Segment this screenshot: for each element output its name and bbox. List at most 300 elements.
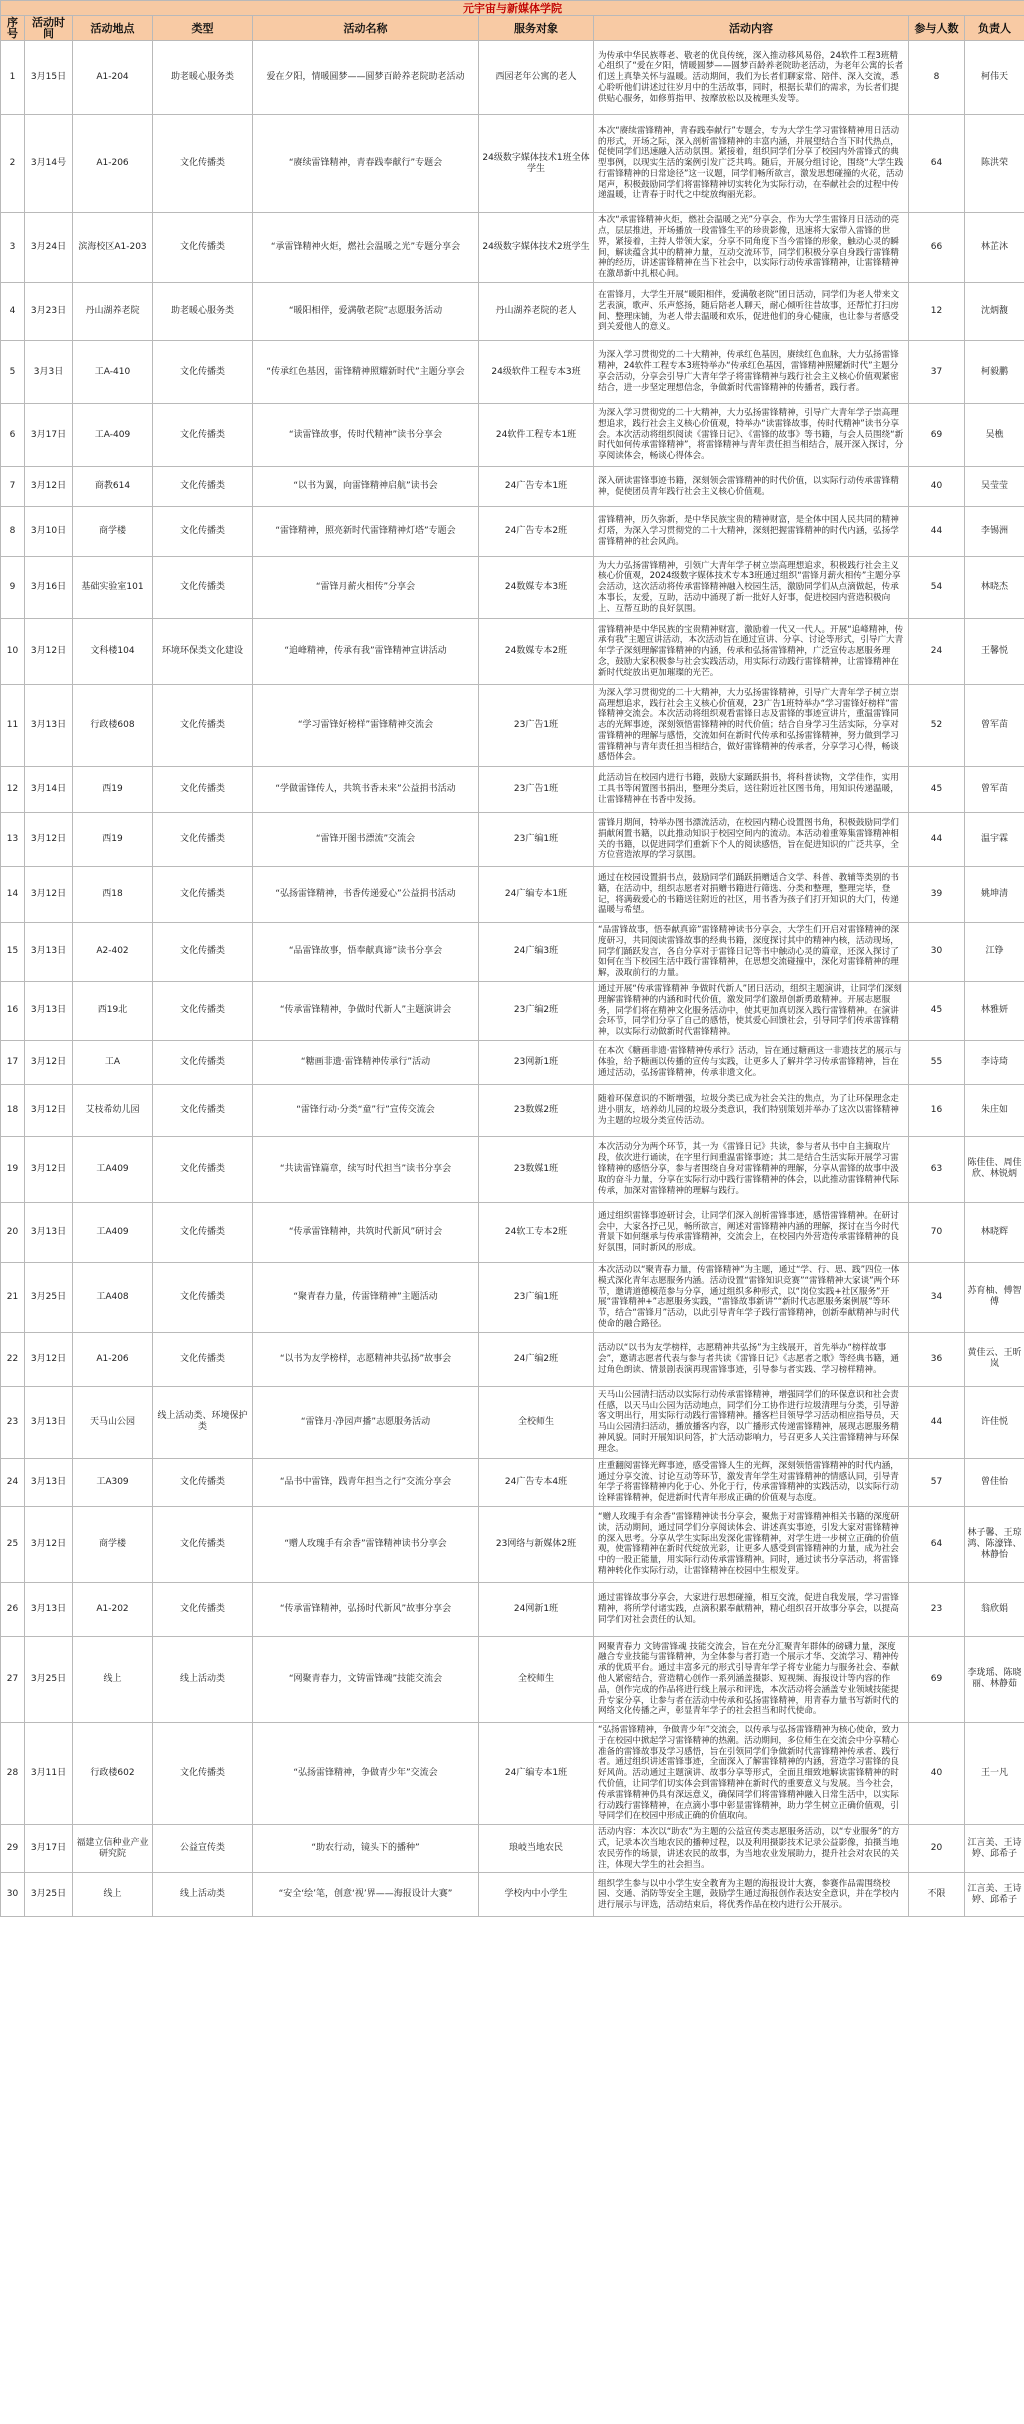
- cell-seq: 29: [1, 1825, 25, 1873]
- cell-date: 3月12日: [25, 1084, 73, 1136]
- cell-target: 24级软件工程专本3班: [479, 341, 594, 404]
- cell-date: 3月13日: [25, 1458, 73, 1506]
- table-row: [1, 1040, 1024, 1084]
- table-row: [1, 1262, 1024, 1332]
- cell-name: “学习雷锋好榜样”雷锋精神交流会: [253, 685, 479, 767]
- cell-type: 文化传播类: [153, 1582, 253, 1636]
- cell-content: 通过组织雷锋事迹研讨会，让同学们深入剖析雷锋事迹，感悟雷锋精神。在研讨会中，大家各抒己见，畅所欲言，阐述对雷锋精神内涵的理解，探讨在当今时代背景下如何继承与传承雷锋精神，交流会上，在校园内外营造传承雷锋精神的良好氛围，同时新风的形成。: [594, 1202, 909, 1262]
- cell-place: 丹山湖养老院: [73, 283, 153, 341]
- cell-place: A1-206: [73, 115, 153, 213]
- table-row: [1, 813, 1024, 867]
- cell-content: 本次活动以“聚青春力量，传雷锋精神”为主题，通过“学、行、思、践”四位一体模式深化青年志愿服务内涵。活动设置“雷锋知识竞赛”“雷锋精神大家谈”两个环节，邀请道德模范参与分享，通过组织多种形式，以“岗位实践+社区服务”开展“雷锋精神+”志愿服务实践，“雷锋故事新讲”“新时代志愿服务案例展”等环节，结合“雷锋月”活动，以此引导青年学子践行雷锋精神，创新奉献精神与时代使命的融合路径。: [594, 1262, 909, 1332]
- cell-name: “雷锋开图书漂流”交流会: [253, 813, 479, 867]
- cell-name: “暖阳相伴，爱满敬老院”志愿服务活动: [253, 283, 479, 341]
- cell-type: 文化传播类: [153, 1506, 253, 1582]
- cell-count: 66: [909, 213, 965, 283]
- cell-name: “共读雷锋篇章，续写时代担当”读书分享会: [253, 1136, 479, 1202]
- cell-content: 为大力弘扬雷锋精神，引领广大青年学子树立崇高理想追求，积极践行社会主义核心价值观，2024级数字媒体技术专本3班通过组织“雷锋月薪火相传”主题分享会活动，这次活动将传承雷锋精神融入校园生活，激励同学们从点滴做起，传承本事长，友爱，互助，活动中涌现了新一批好人好事，促进校园内营造积极向上、互帮互助的良好氛围。: [594, 557, 909, 619]
- cell-date: 3月14日: [25, 767, 73, 813]
- table-row: [1, 685, 1024, 767]
- cell-content: 深入研读雷锋事迹书籍，深刻领会雷锋精神的时代价值，以实际行动传承雷锋精神，促使团员青年践行社会主义核心价值观。: [594, 467, 909, 507]
- cell-seq: 6: [1, 404, 25, 467]
- cell-date: 3月12日: [25, 1506, 73, 1582]
- cell-count: 20: [909, 1825, 965, 1873]
- cell-type: 文化传播类: [153, 767, 253, 813]
- cell-place: 滨海校区A1-203: [73, 213, 153, 283]
- cell-place: 行政楼608: [73, 685, 153, 767]
- cell-name: “承雷锋精神火炬，燃社会温暖之光”专题分享会: [253, 213, 479, 283]
- cell-count: 64: [909, 1506, 965, 1582]
- header-seq: 序号: [1, 16, 25, 41]
- cell-type: 文化传播类: [153, 213, 253, 283]
- cell-leader: 林芷沐: [965, 213, 1024, 283]
- cell-leader: 朱庄如: [965, 1084, 1024, 1136]
- cell-name: “以书为翼，向雷锋精神启航”读书会: [253, 467, 479, 507]
- cell-seq: 20: [1, 1202, 25, 1262]
- cell-count: 57: [909, 1458, 965, 1506]
- cell-content: 雷锋精神是中华民族的宝贵精神财富，激励着一代又一代人。开展“追峰精神，传承有我”主题宣讲活动，本次活动旨在通过宣讲、分享、讨论等形式，引导广大青年学子深刻理解雷锋精神的内涵，传承和弘扬雷锋精神，广泛宣传志愿服务理念，鼓励大家积极参与社会实践活动，用实际行动践行雷锋精神，让雷锋精神在新时代绽放出更加璀璨的光芒。: [594, 619, 909, 685]
- table-row: [1, 1506, 1024, 1582]
- cell-leader: 许佳悦: [965, 1386, 1024, 1458]
- cell-content: 为传承中华民族尊老、敬老的优良传统，深入推动移风易俗，24软件工程3班精心组织了“爱在夕阳，情暖圆梦——圆梦百龄养老院助老活动，为老年公寓的长者们送上真挚关怀与温暖。活动期间，我们为长者们聊家常、陪伴、深入交流，悉心聆听他们讲述过往岁月中的生活故事，同时，根据长辈们的需求，为长者们提供贴心服务，如修剪指甲、按摩放松以及梳理头发等。: [594, 41, 909, 115]
- cell-target: 24数媒专本3班: [479, 557, 594, 619]
- cell-place: 工A409: [73, 1136, 153, 1202]
- cell-leader: 曾军苗: [965, 685, 1024, 767]
- cell-date: 3月12日: [25, 813, 73, 867]
- cell-type: 文化传播类: [153, 341, 253, 404]
- cell-date: 3月13日: [25, 1202, 73, 1262]
- cell-place: 西18: [73, 867, 153, 923]
- cell-target: 24级数字媒体技术2班学生: [479, 213, 594, 283]
- table-row: [1, 557, 1024, 619]
- cell-name: “弘扬雷锋精神，书香传递爱心”公益捐书活动: [253, 867, 479, 923]
- cell-count: 45: [909, 981, 965, 1040]
- table-row: [1, 283, 1024, 341]
- cell-target: 23广告1班: [479, 685, 594, 767]
- cell-count: 44: [909, 813, 965, 867]
- cell-target: 23广编1班: [479, 1262, 594, 1332]
- cell-seq: 23: [1, 1386, 25, 1458]
- cell-seq: 10: [1, 619, 25, 685]
- cell-name: “糖画非遗·雷锋精神传承行”活动: [253, 1040, 479, 1084]
- cell-seq: 22: [1, 1332, 25, 1386]
- cell-date: 3月24日: [25, 213, 73, 283]
- cell-name: “传承红色基因，雷锋精神照耀新时代”主题分享会: [253, 341, 479, 404]
- cell-leader: 陈佳佳、周佳欣、林锐炳: [965, 1136, 1024, 1202]
- cell-seq: 9: [1, 557, 25, 619]
- table-row: [1, 981, 1024, 1040]
- cell-content: 本次“承雷锋精神火炬，燃社会温暖之光”分享会，作为大学生雷锋月日活动的亮点，层层推进，开场播放一段雷锋生平的珍贵影像，迅速将大家带入雷锋的世界，紧接着，主持人带领大家，分享不同角度下当今雷锋的形象，触动心灵的瞬间，解读蕴含其中的精神力量，互动交流环节，同学们积极分享自身践行雷锋精神的经历，讲述雷锋精神在当下社会中，以实际行动传承雷锋精神，让雷锋精神在激昂新中扎根心间。: [594, 213, 909, 283]
- cell-seq: 17: [1, 1040, 25, 1084]
- cell-place: 工A409: [73, 1202, 153, 1262]
- cell-target: 全校师生: [479, 1386, 594, 1458]
- cell-content: 本次“赓续雷锋精神，青春践奉献行”专题会，专为大学生学习雷锋精神用日活动的形式，开场之际，深入剖析雷锋精神的丰富内涵，并展望结合当下时代热点，促使同学们迅速融入活动氛围。紧接着，组织同学们分享了校园内外雷锋式的典型事例，以现实生活的案例引发广泛共鸣。随后，开展分组讨论，围绕“大学生践行雷锋精神的日常途径”这一议题，同学们畅所欲言，激发思想碰撞的火花，活动尾声，积极鼓励同学们将雷锋精神切实转化为实际行动，在奉献社会的过程中传递温暖，让青春于时代之中绽放绚丽光彩。: [594, 115, 909, 213]
- cell-leader: 江言美、王诗婷、邱希子: [965, 1825, 1024, 1873]
- cell-seq: 8: [1, 507, 25, 557]
- cell-place: A1-206: [73, 1332, 153, 1386]
- table-row: [1, 867, 1024, 923]
- cell-content: “弘扬雷锋精神，争做青少年”交流会，以传承与弘扬雷锋精神为核心使命，致力于在校园中掀起学习雷锋精神的热潮。活动期间，多位师生在交流会中分享精心准备的雷锋故事及学习感悟，旨在引领同学们争做新时代雷锋精神传承者、践行者。通过组织讲述雷锋事迹，全面深入了解雷锋精神的内涵，营造学习雷锋的良好风尚。活动通过主题演讲、故事分享等形式，全面且细致地解读雷锋精神的时代价值，让同学们切实体会到雷锋精神在新时代的重要意义与发展。当今社会，传承雷锋精神仍具有深远意义，确保同学们将雷锋精神融入日常生活中，以实际行动践行雷锋精神，在点滴小事中彰显雷锋精神，助力学生树立正确价值观，引导同学们在校园中形成正确的价值取向。: [594, 1722, 909, 1824]
- cell-place: 西19: [73, 813, 153, 867]
- cell-place: 行政楼602: [73, 1722, 153, 1824]
- cell-date: 3月13日: [25, 1582, 73, 1636]
- table-row: [1, 1332, 1024, 1386]
- cell-count: 55: [909, 1040, 965, 1084]
- cell-seq: 12: [1, 767, 25, 813]
- cell-type: 文化传播类: [153, 1262, 253, 1332]
- cell-target: 24广告专本2班: [479, 507, 594, 557]
- cell-count: 39: [909, 867, 965, 923]
- cell-target: 23数媒2班: [479, 1084, 594, 1136]
- cell-content: 随着环保意识的不断增强，垃圾分类已成为社会关注的焦点，为了让环保理念走进小朋友，培养幼儿园的垃圾分类意识，我们特别策划并举办了这次以雷锋精神为主题的垃圾分类宣传活动。: [594, 1084, 909, 1136]
- cell-name: “传承雷锋精神，弘扬时代新风”故事分享会: [253, 1582, 479, 1636]
- cell-content: 活动内容：本次以“助农”为主题的公益宣传类志愿服务活动，以“专业服务”的方式，记录本次当地农民的播种过程，以及利用摄影技术记录公益影像，拍摄当地农民劳作的场景，讲述农民的故事，为当地农业发展助力，提升社会对农民的关注，体现大学生的社会担当。: [594, 1825, 909, 1873]
- cell-leader: 姚坤清: [965, 867, 1024, 923]
- cell-date: 3月25日: [25, 1873, 73, 1917]
- table-row: [1, 1458, 1024, 1506]
- cell-place: 西19北: [73, 981, 153, 1040]
- cell-target: 丹山湖养老院的老人: [479, 283, 594, 341]
- cell-target: 24广告专本4班: [479, 1458, 594, 1506]
- cell-count: 70: [909, 1202, 965, 1262]
- cell-leader: 沈炳馥: [965, 283, 1024, 341]
- cell-type: 文化传播类: [153, 923, 253, 982]
- cell-type: 文化传播类: [153, 1202, 253, 1262]
- cell-leader: 柯毅鹏: [965, 341, 1024, 404]
- header-target: 服务对象: [479, 16, 594, 41]
- cell-content: “赠人玫瑰手有余香”雷锋精神读书分享会，聚焦于对雷锋精神相关书籍的深度研读，活动期间，通过同学们分享阅读体会、讲述真实事迹，引发大家对雷锋精神的深入思考。分享从学生实际出发深化雷锋精神，对学生进一步树立正确的价值观，使雷锋精神在新时代绽放光彩，让更多人感受到雷锋精神的力量，成为社会中的一股正能量，用实际行动传承雷锋精神。同时，通过读书分享活动，将雷锋精神转化作实际行动，让雷锋精神在校园中生根发芽。: [594, 1506, 909, 1582]
- cell-target: 西园老年公寓的老人: [479, 41, 594, 115]
- cell-type: 文化传播类: [153, 813, 253, 867]
- cell-leader: 李诗琦: [965, 1040, 1024, 1084]
- cell-type: 公益宣传类: [153, 1825, 253, 1873]
- cell-content: 为深入学习贯彻党的二十大精神，大力弘扬雷锋精神，引导广大青年学子树立崇高理想追求，践行社会主义核心价值观，23广告1班特举办“学习雷锋好榜样”雷锋精神交流会。本次活动将组织观看雷锋日志及雷锋的事迹宣讲片，重温雷锋同志的光辉事迹，深刻领悟雷锋精神的时代价值；结合自身学习生活实际，分享对雷锋精神的理解与感悟，交流如何在新时代传承和弘扬雷锋精神，努力做到学习雷锋精神与青年责任担当相结合，做好雷锋精神的传承者，分享学习心得，畅谈感悟体会。: [594, 685, 909, 767]
- cell-target: 24软件工程专本1班: [479, 404, 594, 467]
- cell-seq: 21: [1, 1262, 25, 1332]
- cell-seq: 19: [1, 1136, 25, 1202]
- cell-date: 3月13日: [25, 685, 73, 767]
- cell-type: 线上活动类: [153, 1636, 253, 1722]
- cell-count: 23: [909, 1582, 965, 1636]
- cell-place: A2-402: [73, 923, 153, 982]
- cell-leader: 柯伟天: [965, 41, 1024, 115]
- cell-content: 为深入学习贯彻党的二十大精神，传承红色基因，赓续红色血脉，大力弘扬雷锋精神，24软件工程专本3班特举办“传承红色基因，雷锋精神照耀新时代”主题分享会活动，分享会引导广大青年学子将雷锋精神与践行社会主义核心价值观紧密结合，进一步坚定理想信念，争做新时代雷锋精神的传播者，践行者。: [594, 341, 909, 404]
- cell-seq: 5: [1, 341, 25, 404]
- cell-seq: 28: [1, 1722, 25, 1824]
- table-row: [1, 1825, 1024, 1873]
- cell-date: 3月11日: [25, 1722, 73, 1824]
- cell-leader: 王一凡: [965, 1722, 1024, 1824]
- cell-seq: 1: [1, 41, 25, 115]
- cell-content: 庄重翻阅雷锋光辉事迹，感受雷锋人生的光辉，深刻领悟雷锋精神的时代内涵，通过分享交流、讨论互动等环节，激发青年学生对雷锋精神的情感认同，引导青年学子将雷锋精神内化于心、外化于行，传承雷锋精神的实践活动，以实际行动诠释雷锋精神，促进新时代青年形成正确的价值观与态度。: [594, 1458, 909, 1506]
- sheet-title: 元宇宙与新媒体学院: [1, 1, 1024, 16]
- table-row: [1, 1582, 1024, 1636]
- cell-seq: 18: [1, 1084, 25, 1136]
- header-content: 活动内容: [594, 16, 909, 41]
- cell-count: 30: [909, 923, 965, 982]
- cell-content: 在本次《糖画非遗·雷锋精神传承行》活动，旨在通过糖画这一非遗技艺的展示与体验，给予糖画以传播的宣传与实践，让更多人了解并学习传承雷锋精神，旨在通过活动，弘扬雷锋精神，传承非遗文化。: [594, 1040, 909, 1084]
- cell-name: “以书为友学榜样，志愿精神共弘扬”故事会: [253, 1332, 479, 1386]
- cell-target: 24广编2班: [479, 1332, 594, 1386]
- cell-seq: 25: [1, 1506, 25, 1582]
- cell-seq: 27: [1, 1636, 25, 1722]
- cell-place: 福建立信种业产业研究院: [73, 1825, 153, 1873]
- cell-place: 文科楼104: [73, 619, 153, 685]
- cell-leader: 陈洪荣: [965, 115, 1024, 213]
- cell-place: 商教614: [73, 467, 153, 507]
- header-date: 活动时间: [25, 16, 73, 41]
- cell-place: 工A-410: [73, 341, 153, 404]
- table-row: [1, 1636, 1024, 1722]
- cell-count: 64: [909, 115, 965, 213]
- cell-date: 3月12日: [25, 1332, 73, 1386]
- cell-type: 文化传播类: [153, 507, 253, 557]
- cell-target: 23广告1班: [479, 767, 594, 813]
- cell-content: 组织学生参与以中小学生安全教育为主题的海报设计大赛，参赛作品需围绕校园、交通、消防等安全主题，鼓励学生通过海报创作表达安全意识，并在学校内进行展示与评选，活动结束后，将优秀作品在校内进行公开展示。: [594, 1873, 909, 1917]
- cell-leader: 曾佳怡: [965, 1458, 1024, 1506]
- cell-place: 西19: [73, 767, 153, 813]
- cell-date: 3月17日: [25, 404, 73, 467]
- cell-seq: 13: [1, 813, 25, 867]
- cell-content: 网聚青春力 文铸雷锋魂 技能交流会，旨在充分汇聚青年群体的磅礴力量，深度融合专业技能与雷锋精神，为全体参与者打造一个展示才华、交流学习、精神传承的优质平台。通过丰富多元的形式引导青年学子将专业能力与服务社会、奉献他人紧密结合，营造精心创作一系列涵盖摄影、短视频、海报设计等内容的作品，创作完成的作品将进行线上展示和评选，本次活动将会涵盖专业领域技能提升专家分享，让参与者在活动中传承和弘扬雷锋精神，用青春力量书写新时代的网络文化传播之声，彰显青年学子的社会担当和时代使命。: [594, 1636, 909, 1722]
- cell-date: 3月12日: [25, 467, 73, 507]
- cell-content: 为深入学习贯彻党的二十大精神，大力弘扬雷锋精神，引导广大青年学子崇高理想追求，践行社会主义核心价值观，特举办“读雷锋故事，传时代精神”读书分享会。本次活动将组织阅读《雷锋日记》、《雷锋的故事》等书籍，与会人员围绕“新时代如何传承雷锋精神”，将雷锋精神与青年责任担当相结合，展开深入探讨，分享阅读体会，畅谈心得体会。: [594, 404, 909, 467]
- cell-type: 文化传播类: [153, 867, 253, 923]
- cell-leader: 温宇霖: [965, 813, 1024, 867]
- cell-count: 34: [909, 1262, 965, 1332]
- cell-name: “聚青春力量，传雷锋精神”主题活动: [253, 1262, 479, 1332]
- cell-target: 琅岐当地农民: [479, 1825, 594, 1873]
- cell-leader: 林雅妍: [965, 981, 1024, 1040]
- cell-date: 3月13日: [25, 981, 73, 1040]
- cell-type: 线上活动类: [153, 1873, 253, 1917]
- cell-name: “传承雷锋精神，争做时代新人”主题演讲会: [253, 981, 479, 1040]
- cell-target: 24广编3班: [479, 923, 594, 982]
- cell-date: 3月12日: [25, 619, 73, 685]
- title-row: [1, 1, 1024, 16]
- cell-name: “读雷锋故事，传时代精神”读书分享会: [253, 404, 479, 467]
- table-row: [1, 619, 1024, 685]
- cell-seq: 30: [1, 1873, 25, 1917]
- cell-place: 线上: [73, 1873, 153, 1917]
- cell-date: 3月17日: [25, 1825, 73, 1873]
- cell-date: 3月23日: [25, 283, 73, 341]
- cell-target: 24级数字媒体技术1班全体学生: [479, 115, 594, 213]
- cell-name: “学做雷锋传人，共筑书香未来”公益捐书活动: [253, 767, 479, 813]
- cell-count: 16: [909, 1084, 965, 1136]
- cell-type: 助老暖心服务类: [153, 41, 253, 115]
- cell-target: 24软工专本2班: [479, 1202, 594, 1262]
- header-count: 参与人数: [909, 16, 965, 41]
- cell-name: “雷锋行动·分类“童”行”宣传交流会: [253, 1084, 479, 1136]
- cell-type: 文化传播类: [153, 1332, 253, 1386]
- table-row: [1, 467, 1024, 507]
- cell-count: 24: [909, 619, 965, 685]
- cell-seq: 16: [1, 981, 25, 1040]
- cell-date: 3月14号: [25, 115, 73, 213]
- cell-leader: 林晓杰: [965, 557, 1024, 619]
- cell-place: 艾枝希幼儿园: [73, 1084, 153, 1136]
- table-row: [1, 213, 1024, 283]
- cell-name: “追峰精神，传承有我”雷锋精神宣讲活动: [253, 619, 479, 685]
- cell-name: “安全‘绘’笔，创意‘视’界——海报设计大赛”: [253, 1873, 479, 1917]
- cell-target: 24广告专本1班: [479, 467, 594, 507]
- cell-name: “赓续雷锋精神，青春践奉献行”专题会: [253, 115, 479, 213]
- cell-count: 52: [909, 685, 965, 767]
- cell-name: “网聚青春力，文铸雷锋魂”技能交流会: [253, 1636, 479, 1722]
- cell-type: 文化传播类: [153, 1084, 253, 1136]
- cell-type: 文化传播类: [153, 1458, 253, 1506]
- cell-target: 23网络与新媒体2班: [479, 1506, 594, 1582]
- cell-seq: 7: [1, 467, 25, 507]
- cell-date: 3月25日: [25, 1262, 73, 1332]
- cell-content: 通过开展“传承雷锋精神 争做时代新人”团日活动，组织主题演讲，让同学们深刻理解雷锋精神的内涵和时代价值，激发同学们激昂创新勇敢精神。开展志愿服务，同学们将在精神文化服务活动中，使其更加真切深入践行雷锋精神。在演讲会环节，同学们分享了自己的感悟，使其爱心回馈社会，引导同学们传承雷锋精神，以实际行动做新时代雷锋精神。: [594, 981, 909, 1040]
- cell-target: 24数媒专本2班: [479, 619, 594, 685]
- cell-type: 文化传播类: [153, 115, 253, 213]
- cell-leader: 苏育柚、傅智傅: [965, 1262, 1024, 1332]
- cell-content: 活动以“以书为友学榜样，志愿精神共弘扬”为主线展开，首先举办“榜样故事会”，邀请志愿者代表与参与者共读《雷锋日记》《志愿者之歌》等经典书籍，通过角色朗读、情景剧表演再现雷锋事迹，引导参与者实践、学习榜样精神。: [594, 1332, 909, 1386]
- cell-place: 商学楼: [73, 1506, 153, 1582]
- cell-place: A1-204: [73, 41, 153, 115]
- cell-count: 40: [909, 467, 965, 507]
- cell-type: 文化传播类: [153, 1136, 253, 1202]
- cell-target: 24广编专本1班: [479, 867, 594, 923]
- cell-leader: 林子馨、王琼鸿、陈濠锋、林静怡: [965, 1506, 1024, 1582]
- cell-content: 此活动旨在校园内进行书籍，鼓励大家踊跃捐书，将科普读物，文学佳作，实用工具书等闲置图书捐出，整理分类后，送往附近社区图书角，用知识传递温暖，让雷锋精神在书香中发扬。: [594, 767, 909, 813]
- table-row: [1, 767, 1024, 813]
- cell-type: 文化传播类: [153, 557, 253, 619]
- cell-count: 45: [909, 767, 965, 813]
- cell-name: “品书中雷锋，践青年担当之行”交流分享会: [253, 1458, 479, 1506]
- table-row: [1, 115, 1024, 213]
- cell-target: 全校师生: [479, 1636, 594, 1722]
- cell-leader: 李珑瑶、陈晓丽、林静茹: [965, 1636, 1024, 1722]
- cell-place: 工A309: [73, 1458, 153, 1506]
- cell-count: 63: [909, 1136, 965, 1202]
- cell-seq: 26: [1, 1582, 25, 1636]
- cell-leader: 林晓辉: [965, 1202, 1024, 1262]
- cell-seq: 14: [1, 867, 25, 923]
- cell-target: 23广编2班: [479, 981, 594, 1040]
- table-row: [1, 923, 1024, 982]
- cell-content: 通过在校园设置捐书点，鼓励同学们踊跃捐赠适合文学、科普、教辅等类别的书籍，在活动中，组织志愿者对捐赠书籍进行筛选、分类和整理，整理完毕，登记，将满载爱心的书籍送往附近的社区，用书香为孩子们打开知识的大门，传递温暖与希望。: [594, 867, 909, 923]
- cell-leader: 吴莹莹: [965, 467, 1024, 507]
- cell-seq: 11: [1, 685, 25, 767]
- cell-content: 本次活动分为两个环节，其一为《雷锋日记》共读，参与者从书中自主摘取片段，依次进行诵读，在字里行间重温雷锋事迹；其二是结合生活实际开展学习雷锋精神的感悟分享，参与者围绕自身对雷锋精神的理解，分享从雷锋的故事中汲取的奋斗力量，分享在实际行动中践行雷锋精神的体会，以此推动雷锋精神代际传承，加深对雷锋精神的理解与践行。: [594, 1136, 909, 1202]
- cell-type: 文化传播类: [153, 981, 253, 1040]
- cell-target: 24网新1班: [479, 1582, 594, 1636]
- cell-seq: 4: [1, 283, 25, 341]
- cell-target: 24广编专本1班: [479, 1722, 594, 1824]
- cell-count: 44: [909, 1386, 965, 1458]
- cell-name: “赠人玫瑰手有余香”雷锋精神读书分享会: [253, 1506, 479, 1582]
- cell-date: 3月12日: [25, 1136, 73, 1202]
- cell-type: 文化传播类: [153, 1722, 253, 1824]
- header-type: 类型: [153, 16, 253, 41]
- cell-name: “雷锋月·净园声播”志愿服务活动: [253, 1386, 479, 1458]
- cell-date: 3月25日: [25, 1636, 73, 1722]
- table-row: [1, 404, 1024, 467]
- cell-content: 雷锋月期间，特举办图书漂流活动，在校园内精心设置图书角，积极鼓励同学们捐献闲置书籍，以此推动知识于校园空间内的流动。本活动着重筹集雷锋精神相关的书籍，以促进同学们重新下个人的阅读感悟，旨在促进知识的广泛共享，全方位营造浓厚的学习氛围。: [594, 813, 909, 867]
- cell-type: 线上活动类、环境保护类: [153, 1386, 253, 1458]
- header-leader: 负责人: [965, 16, 1024, 41]
- cell-count: 8: [909, 41, 965, 115]
- cell-seq: 2: [1, 115, 25, 213]
- cell-count: 54: [909, 557, 965, 619]
- cell-type: 文化传播类: [153, 467, 253, 507]
- cell-name: “弘扬雷锋精神，争做青少年”交流会: [253, 1722, 479, 1824]
- cell-seq: 24: [1, 1458, 25, 1506]
- table-row: [1, 41, 1024, 115]
- cell-place: 线上: [73, 1636, 153, 1722]
- cell-target: 23数媒1班: [479, 1136, 594, 1202]
- cell-content: 天马山公园清扫活动以实际行动传承雷锋精神，增强同学们的环保意识和社会责任感，以天马山公园为活动地点，同学们分工协作进行垃圾清理与分类，引导游客文明出行，用实际行动践行雷锋精神。播客栏目领导学习活动相应指导员，天马山公园清扫活动，播放播客内容，以广播形式传递雷锋精神，展现志愿服务精神风貌。同时开展知识问答，扩大活动影响力，号召更多人关注雷锋精神与环保理念。: [594, 1386, 909, 1458]
- cell-type: 文化传播类: [153, 404, 253, 467]
- cell-content: “品雷锋故事，悟奉献真谛”雷锋精神读书分享会，大学生们开启对雷锋精神的深度研习，共同阅读雷锋故事的经典书籍，深度探讨其中的精神内核，活动现场，同学们踊跃发言，各自分享对于雷锋日记等书中触动心灵的篇章，还深入探讨了如何在当下校园生活中践行雷锋精神，在思想交流碰撞中，深化对雷锋精神的理解，汲取前行的力量。: [594, 923, 909, 982]
- cell-seq: 3: [1, 213, 25, 283]
- table-row: [1, 1202, 1024, 1262]
- cell-leader: 吴樵: [965, 404, 1024, 467]
- cell-content: 雷锋精神，历久弥新，是中华民族宝贵的精神财富，是全体中国人民共同的精神灯塔，为深入学习贯彻党的二十大精神，深刻把握雷锋精神的时代内涵，弘扬学雷锋精神的社会风尚。: [594, 507, 909, 557]
- cell-count: 69: [909, 404, 965, 467]
- cell-leader: 王馨悦: [965, 619, 1024, 685]
- table-row: [1, 1722, 1024, 1824]
- cell-date: 3月10日: [25, 507, 73, 557]
- cell-place: 工A408: [73, 1262, 153, 1332]
- table-row: [1, 341, 1024, 404]
- cell-date: 3月3日: [25, 341, 73, 404]
- header-place: 活动地点: [73, 16, 153, 41]
- table-row: [1, 1386, 1024, 1458]
- cell-content: 在雷锋月，大学生开展“暖阳相伴，爱满敬老院”团日活动，同学们为老人带来文艺表演，歌声、乐声悠扬，随后陪老人聊天，耐心倾听往昔故事，还帮忙打扫房间、整理床铺，为老人带去温暖和欢乐，促进他们的身心健康，也让参与者感受到关爱他人的意义。: [594, 283, 909, 341]
- cell-name: “雷锋月薪火相传”分享会: [253, 557, 479, 619]
- cell-leader: 江铮: [965, 923, 1024, 982]
- cell-seq: 15: [1, 923, 25, 982]
- cell-place: 工A: [73, 1040, 153, 1084]
- cell-leader: 江言美、王诗婷、邱希子: [965, 1873, 1024, 1917]
- cell-name: 爱在夕阳，情暖圆梦——圆梦百龄养老院助老活动: [253, 41, 479, 115]
- cell-type: 文化传播类: [153, 1040, 253, 1084]
- cell-date: 3月15日: [25, 41, 73, 115]
- cell-count: 12: [909, 283, 965, 341]
- cell-count: 不限: [909, 1873, 965, 1917]
- cell-place: 天马山公园: [73, 1386, 153, 1458]
- cell-leader: 曾军苗: [965, 767, 1024, 813]
- table-row: [1, 1084, 1024, 1136]
- cell-place: 工A-409: [73, 404, 153, 467]
- cell-date: 3月13日: [25, 923, 73, 982]
- table-row: [1, 1873, 1024, 1917]
- cell-target: 学校内中小学生: [479, 1873, 594, 1917]
- cell-name: “助农行动，镜头下的播种”: [253, 1825, 479, 1873]
- cell-date: 3月13日: [25, 1386, 73, 1458]
- cell-leader: 黄佳云、王昕岚: [965, 1332, 1024, 1386]
- cell-count: 69: [909, 1636, 965, 1722]
- cell-target: 23网新1班: [479, 1040, 594, 1084]
- cell-content: 通过雷锋故事分享会，大家进行思想碰撞，相互交流，促进自我发展，学习雷锋精神，将所学付诸实践，点滴积累奉献精神，精心组织召开故事分享会，以提高同学们对社会责任的认知。: [594, 1582, 909, 1636]
- cell-leader: 李锡洲: [965, 507, 1024, 557]
- cell-place: 商学楼: [73, 507, 153, 557]
- cell-date: 3月12日: [25, 1040, 73, 1084]
- cell-place: 基础实验室101: [73, 557, 153, 619]
- cell-type: 环境环保类文化建设: [153, 619, 253, 685]
- cell-count: 44: [909, 507, 965, 557]
- cell-count: 40: [909, 1722, 965, 1824]
- table-row: [1, 1136, 1024, 1202]
- cell-target: 23广编1班: [479, 813, 594, 867]
- table-row: [1, 507, 1024, 557]
- cell-date: 3月16日: [25, 557, 73, 619]
